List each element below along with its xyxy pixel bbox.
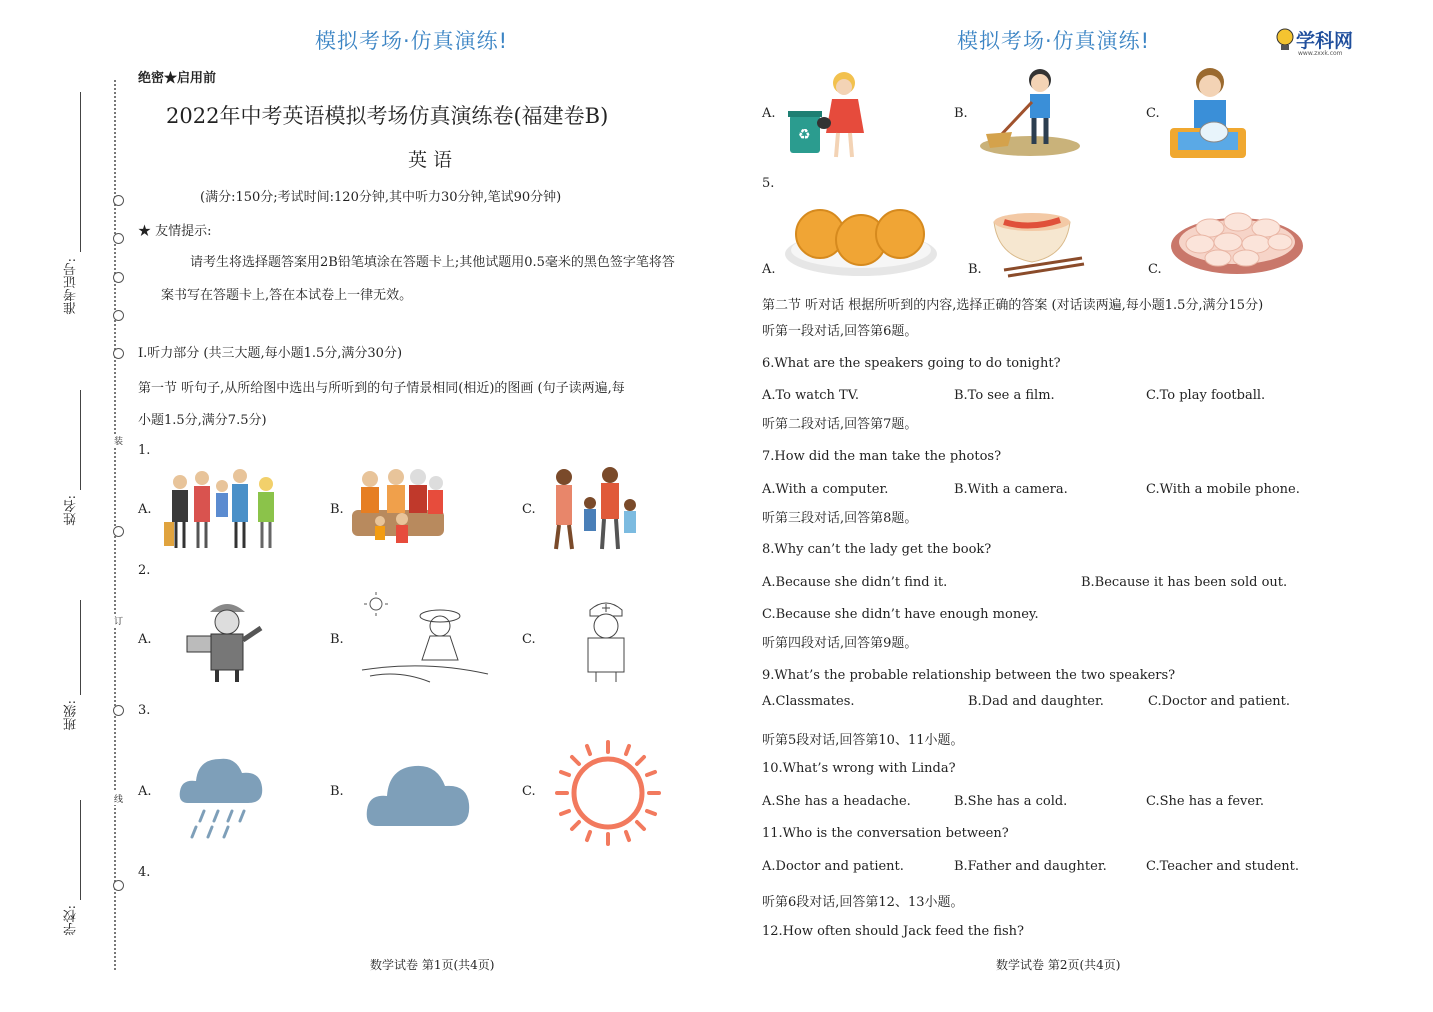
q9-option-c: C.Doctor and patient. <box>1148 694 1290 709</box>
q11-option-b: B.Father and daughter. <box>954 859 1107 874</box>
option-letter: B. <box>330 502 344 517</box>
q11-option-c: C.Teacher and student. <box>1146 859 1300 874</box>
tip-line-1: 请考生将选择题答案用2B铅笔填涂在答题卡上;其他试题用0.5毫米的黑色签字笔将答 <box>190 255 675 270</box>
question-11: 11.Who is the conversation between? <box>762 826 1009 841</box>
q6-option-b: B.To see a film. <box>954 388 1055 403</box>
binding-word: 线 <box>114 792 123 805</box>
confidential-mark: 绝密★启用前 <box>138 71 217 86</box>
q10-option-b: B.She has a cold. <box>954 794 1068 809</box>
question-8: 8.Why can’t the lady get the book? <box>762 542 992 557</box>
school-line <box>80 800 81 900</box>
q7-option-b: B.With a camera. <box>954 482 1068 497</box>
binding-word: 装 <box>114 434 123 447</box>
option-letter: C. <box>522 784 536 799</box>
question-10: 10.What’s wrong with Linda? <box>762 761 956 776</box>
rain-cloud-icon <box>178 745 264 841</box>
option-letter: B. <box>330 632 344 647</box>
boy-sweeping-picture <box>978 66 1080 158</box>
travel-group-picture <box>162 462 282 552</box>
lightbulb-icon <box>1274 28 1296 52</box>
family-standing-picture <box>546 465 646 553</box>
q6-option-c: C.To play football. <box>1146 388 1266 403</box>
tip-line-2: 案书写在答题卡上,答在本试卷上一律无效。 <box>161 288 413 303</box>
dialog5-instruction: 听第5段对话,回答第10、11小题。 <box>762 733 964 748</box>
businessman-picture <box>185 598 275 683</box>
binding-hole <box>113 526 124 537</box>
binding-hole <box>113 348 124 359</box>
option-letter: C. <box>1146 106 1160 121</box>
option-letter: B. <box>954 106 968 121</box>
q7-option-a: A.With a computer. <box>762 482 889 497</box>
binding-hole <box>113 705 124 716</box>
option-letter: C. <box>522 632 536 647</box>
svg-text:♻: ♻ <box>798 127 811 143</box>
q9-option-a: A.Classmates. <box>762 694 855 709</box>
dialog2-instruction: 听第二段对话,回答第7题。 <box>762 417 918 432</box>
banner-left: 模拟考场·仿真演练! <box>315 29 509 53</box>
question-number: 5. <box>762 176 775 191</box>
question-7: 7.How did the man take the photos? <box>762 449 1002 464</box>
option-letter: A. <box>762 106 776 121</box>
option-letter: A. <box>138 632 152 647</box>
exam-title: 2022年中考英语模拟考场仿真演练卷(福建卷B) <box>166 104 609 128</box>
tip-heading: ★ 友情提示: <box>138 224 212 239</box>
doctor-picture <box>578 598 636 684</box>
option-letter: A. <box>138 502 152 517</box>
section1-line-1: 第一节 听句子,从所给图中选出与所听到的句子情景相同(相近)的图画 (句子读两遍,每 <box>138 381 625 396</box>
page1-footer: 数学试卷 第1页(共4页) <box>370 958 495 972</box>
binding-hole <box>113 880 124 891</box>
subject-title: 英 语 <box>408 149 453 171</box>
q6-option-a: A.To watch TV. <box>762 388 859 403</box>
logo-url: www.zxxk.com <box>1298 50 1343 57</box>
family-sofa-picture <box>352 465 447 551</box>
binding-hole <box>113 233 124 244</box>
part1-heading: Ⅰ.听力部分 (共三大题,每小题1.5分,满分30分) <box>138 346 403 361</box>
q8-option-b: B.Because it has been sold out. <box>1081 575 1288 590</box>
question-number: 1. <box>138 443 151 458</box>
option-letter: C. <box>1148 262 1162 277</box>
question-number: 3. <box>138 703 151 718</box>
logo-text: 学科网 <box>1296 30 1354 52</box>
dialog4-instruction: 听第四段对话,回答第9题。 <box>762 636 918 651</box>
name-line <box>80 390 81 490</box>
school-label: 学校: <box>64 905 79 936</box>
girl-recycling-picture <box>786 67 868 161</box>
question-number: 4. <box>138 865 151 880</box>
q9-option-b: B.Dad and daughter. <box>968 694 1104 709</box>
question-9: 9.What’s the probable relationship between the two speakers? <box>762 668 1176 683</box>
q8-option-c: C.Because she didn’t have enough money. <box>762 607 1039 622</box>
logo <box>1274 26 1354 56</box>
banner-right: 模拟考场·仿真演练! <box>957 29 1151 53</box>
dialog1-instruction: 听第一段对话,回答第6题。 <box>762 324 918 339</box>
option-letter: A. <box>138 784 152 799</box>
option-letter: B. <box>330 784 344 799</box>
exam-info: (满分:150分;考试时间:120分钟,其中听力30分钟,笔试90分钟) <box>200 190 562 205</box>
mooncakes-picture <box>784 204 938 278</box>
dialog6-instruction: 听第6段对话,回答第12、13小题。 <box>762 895 964 910</box>
binding-hole <box>113 310 124 321</box>
binding-dotted-line <box>114 80 126 970</box>
q7-option-c: C.With a mobile phone. <box>1146 482 1300 497</box>
option-letter: A. <box>762 262 776 277</box>
option-letter: B. <box>968 262 982 277</box>
q8-option-a: A.Because she didn’t find it. <box>762 575 948 590</box>
binding-hole <box>113 272 124 283</box>
dialog3-instruction: 听第三段对话,回答第8题。 <box>762 511 918 526</box>
binding-word: 订 <box>114 614 123 627</box>
exam-id-label: 准考证号: <box>64 258 79 315</box>
section1-line-2: 小题1.5分,满分7.5分) <box>138 413 267 428</box>
question-12: 12.How often should Jack feed the fish? <box>762 924 1025 939</box>
class-line <box>80 600 81 695</box>
sun-icon <box>555 740 661 846</box>
option-letter: C. <box>522 502 536 517</box>
dumplings-picture <box>1170 202 1304 276</box>
noodle-bowl-picture <box>990 206 1086 278</box>
section2-heading: 第二节 听对话 根据所听到的内容,选择正确的答案 (对话读两遍,每小题1.5分,满分15分) <box>762 298 1264 313</box>
cloud-icon <box>365 752 471 828</box>
boy-washing-dishes-picture <box>1168 66 1248 162</box>
q11-option-a: A.Doctor and patient. <box>762 859 904 874</box>
binding-hole <box>113 195 124 206</box>
question-number: 2. <box>138 563 151 578</box>
q10-option-a: A.She has a headache. <box>762 794 911 809</box>
name-label: 姓名: <box>64 495 79 526</box>
page2-footer: 数学试卷 第2页(共4页) <box>996 958 1121 972</box>
class-label: 班级: <box>64 700 79 731</box>
exam-id-line <box>80 92 81 252</box>
question-6: 6.What are the speakers going to do tonight? <box>762 356 1061 371</box>
farmer-picture <box>360 590 492 690</box>
q10-option-c: C.She has a fever. <box>1146 794 1264 809</box>
